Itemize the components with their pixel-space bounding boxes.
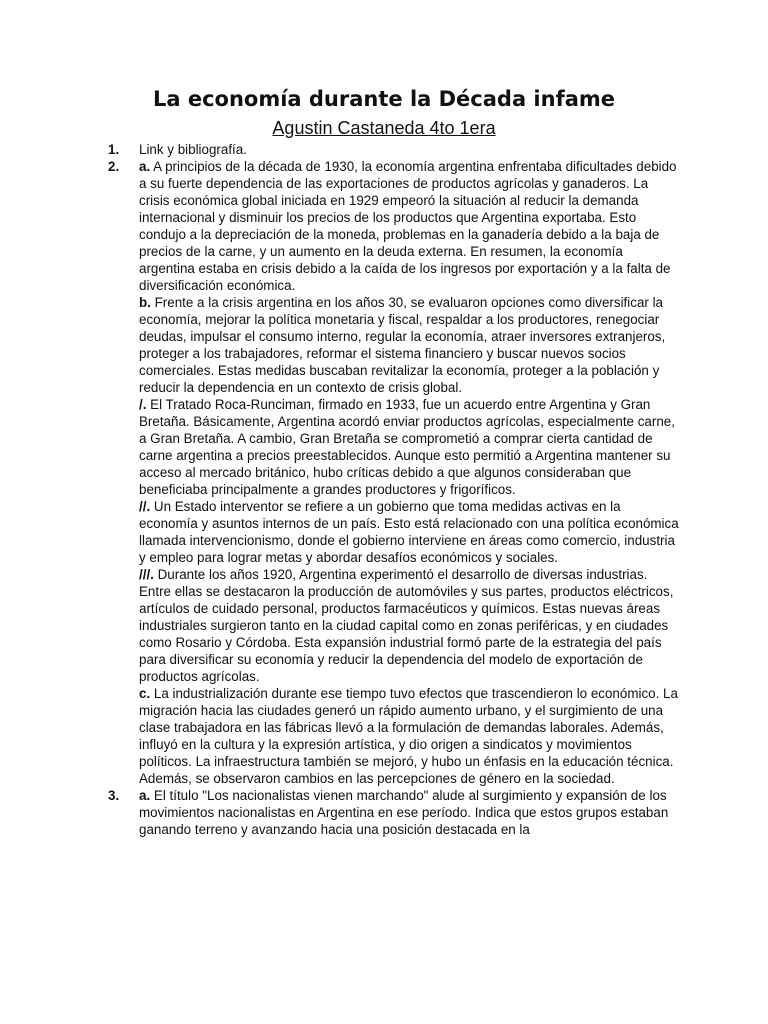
document-author: Agustin Castaneda 4to 1era xyxy=(272,118,496,138)
paragraph-c xyxy=(139,685,680,787)
paragraph-label: ///. xyxy=(139,567,154,582)
paragraph-b xyxy=(139,294,680,396)
list-item-2 xyxy=(108,158,680,787)
paragraph-text: A principios de la década de 1930, la economía argentina enfrentaba dificultades debido a su fuerte dependencia de las exportaciones de productos agrícolas y ganaderos. La crisis económica global iniciada en 1929 empeoró la situación al reducir la demanda internacional y disminuir los precios de los productos que Argentina exportaba. Esto condujo a la depreciación de la moneda, problemas en la ganadería debido a la baja de precios de la carne, y un aumento en la deuda externa. En resumen, la economía argentina estaba en crisis debido a la caída de los ingresos por exportación y a la falta de diversificación económica. xyxy=(139,159,677,293)
paragraph-text: El Tratado Roca-Runciman, firmado en 1933, fue un acuerdo entre Argentina y Gran Bretaña. Básicamente, Argentina acordó enviar productos agrícolas, especialmente carne, a Gran Bretaña. A cambio, Gran Bretaña se comprometió a comprar cierta cantidad de carne argentina a precios preestablecidos. Aunque esto permitió a Argentina mantener su acceso al mercado británico, hubo críticas debido a que algunos consideraban que beneficiaba principalmente a grandes productores y frigoríficos. xyxy=(139,397,675,497)
list-number: 2. xyxy=(108,159,120,174)
paragraph-text: Durante los años 1920, Argentina experimentó el desarrollo de diversas industrias. Entre ellas se destacaron la producción de automóviles y sus partes, productos eléctricos, artículos de cuidado personal, productos farmacéuticos y químicos. Estas nuevas áreas industriales surgieron tanto en la ciudad capital como en zonas periféricas, y en ciudades como Rosario y Córdoba. Esta expansión industrial formó parte de la estrategia del país para diversificar su economía y reducir la dependencia del modelo de exportación de productos agrícolas. xyxy=(139,567,674,684)
paragraph xyxy=(139,141,680,158)
list-item-3 xyxy=(108,787,680,838)
list-number: 1. xyxy=(108,142,120,157)
list-item-content xyxy=(139,158,680,787)
numbered-list xyxy=(108,141,680,838)
paragraph-i xyxy=(139,396,680,498)
paragraph-a xyxy=(139,787,680,838)
list-item-content xyxy=(139,141,680,158)
paragraph-label: a. xyxy=(139,159,151,174)
paragraph-label: /. xyxy=(139,397,147,412)
paragraph-a xyxy=(139,158,680,294)
paragraph-text: Frente a la crisis argentina en los años 30, se evaluaron opciones como diversificar la economía, mejorar la política monetaria y fiscal, respaldar a los productores, renegociar deudas, impulsar el consumo interno, regular la economía, atraer inversores extranjeros, proteger a los trabajadores, reformar el sistema financiero y buscar nuevos socios comerciales. Estas medidas buscaban revitalizar la economía, proteger a la población y reducir la dependencia en un contexto de crisis global. xyxy=(139,295,666,395)
paragraph-ii xyxy=(139,498,680,566)
paragraph-label: c. xyxy=(139,686,151,701)
paragraph-label: a. xyxy=(139,788,151,803)
paragraph-text: La industrialización durante ese tiempo tuvo efectos que trascendieron lo económico. La migración hacia las ciudades generó un rápido aumento urbano, y el surgimiento de una clase trabajadora en las fábricas llevó a la formulación de demandas laborales. Además, influyó en la cultura y la expresión artística, y dio origen a sindicatos y movimientos políticos. La infraestructura también se mejoró, y hubo un énfasis en la educación técnica. Además, se observaron cambios en las percepciones de género en la sociedad. xyxy=(139,686,678,786)
paragraph-text: El título "Los nacionalistas vienen marchando" alude al surgimiento y expansión de los movimientos nacionalistas en Argentina en ese período. Indica que estos grupos estaban ganando terreno y avanzando hacia una posición destacada en la xyxy=(139,788,669,837)
list-number: 3. xyxy=(108,788,120,803)
list-item-1 xyxy=(108,141,680,158)
paragraph-iii xyxy=(139,566,680,685)
paragraph-label: //. xyxy=(139,499,151,514)
document-title: La economía durante la Década infame xyxy=(152,87,616,111)
paragraph-text: Link y bibliografía. xyxy=(139,142,247,157)
list-item-content xyxy=(139,787,680,838)
paragraph-label: b. xyxy=(139,295,151,310)
paragraph-text: Un Estado interventor se refiere a un gobierno que toma medidas activas en la economía y asuntos internos de un país. Esto está relacionado con una política económica llamada intervencionismo, donde el gobierno interviene en áreas como comercio, industria y empleo para lograr metas y abordar desafíos económicos y sociales. xyxy=(139,499,679,565)
